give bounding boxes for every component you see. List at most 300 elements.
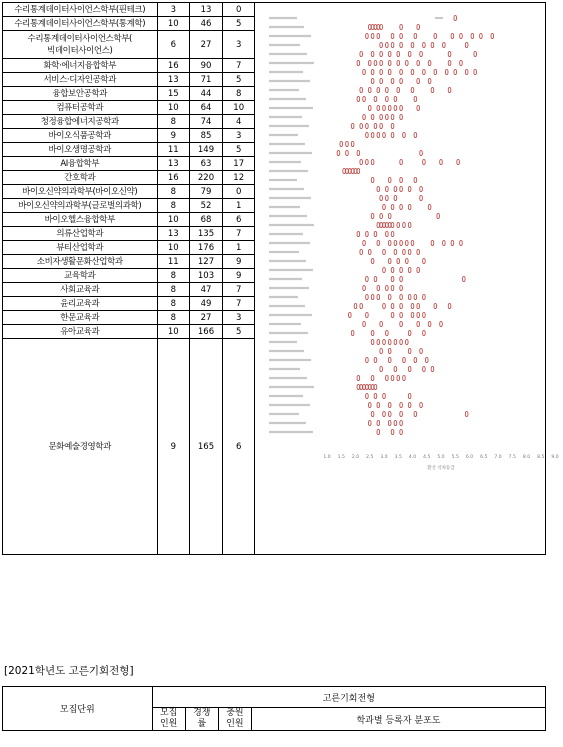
x-tick-label: 2.5 — [366, 455, 374, 460]
dept-cell: AI융합학부 — [3, 157, 158, 171]
quota-cell: 13 — [157, 157, 190, 171]
data-point — [397, 258, 400, 263]
enrolled-cell: 7 — [222, 297, 255, 311]
registrant-distribution-chart — [255, 3, 563, 511]
rate-cell: 90 — [190, 59, 223, 73]
data-point — [420, 186, 423, 191]
data-point — [343, 168, 346, 173]
x-tick-label: 2.0 — [352, 455, 360, 460]
data-point — [389, 222, 392, 227]
data-point — [409, 393, 412, 398]
data-point — [366, 231, 369, 236]
data-point — [389, 105, 392, 110]
data-point — [403, 249, 406, 254]
dept-cell: 청정융합에너지공학과 — [3, 115, 158, 129]
quota-cell: 6 — [157, 31, 190, 59]
data-point — [360, 159, 363, 164]
rate-cell: 103 — [190, 269, 223, 283]
data-point — [389, 240, 392, 245]
quota-cell: 10 — [157, 213, 190, 227]
dept-cell: 유아교육과 — [3, 325, 158, 339]
data-point — [392, 222, 395, 227]
data-point — [346, 150, 349, 155]
data-point — [372, 339, 375, 344]
data-point — [466, 411, 469, 416]
data-point — [409, 366, 412, 371]
rate-cell: 49 — [190, 297, 223, 311]
dept-cell: 소비자생활문화산업학과 — [3, 255, 158, 269]
data-point — [366, 393, 369, 398]
x-tick-label: 4.0 — [409, 455, 417, 460]
dept-cell: 바이오식품공학과 — [3, 129, 158, 143]
data-point — [380, 42, 383, 47]
data-point — [369, 60, 372, 65]
data-point — [358, 150, 361, 155]
data-point — [440, 159, 443, 164]
data-point — [452, 240, 455, 245]
data-point — [392, 429, 395, 434]
data-point — [377, 222, 380, 227]
data-point — [380, 321, 383, 326]
quota-cell: 10 — [157, 241, 190, 255]
data-point — [375, 96, 378, 101]
rate-cell: 127 — [190, 255, 223, 269]
enrolled-cell: 5 — [222, 325, 255, 339]
data-point — [395, 366, 398, 371]
data-point — [406, 240, 409, 245]
data-point — [443, 42, 446, 47]
data-point — [349, 168, 352, 173]
data-point — [386, 96, 389, 101]
rate-cell: 85 — [190, 129, 223, 143]
dept-cell: 수리통계데이터사이언스학부(핀테크) — [3, 3, 158, 17]
rate-cell: 149 — [190, 143, 223, 157]
data-point — [377, 24, 380, 29]
data-point — [363, 69, 366, 74]
data-point — [372, 159, 375, 164]
data-point — [417, 78, 420, 83]
rate-cell: 74 — [190, 115, 223, 129]
rate-cell: 46 — [190, 17, 223, 31]
quota-cell: 16 — [157, 59, 190, 73]
quota-cell: 8 — [157, 199, 190, 213]
data-point — [372, 294, 375, 299]
data-point — [392, 231, 395, 236]
data-point — [417, 24, 420, 29]
data-point — [423, 42, 426, 47]
data-point — [375, 384, 378, 389]
data-point — [406, 339, 409, 344]
data-point — [474, 51, 477, 56]
quota-cell: 9 — [157, 129, 190, 143]
data-point — [389, 294, 392, 299]
data-point — [389, 213, 392, 218]
data-point — [377, 240, 380, 245]
header-enrolled: 충원 인원 — [218, 708, 251, 731]
data-point — [400, 42, 403, 47]
quota-cell: 3 — [157, 3, 190, 17]
data-point — [386, 231, 389, 236]
data-point — [429, 321, 432, 326]
table-row — [3, 3, 546, 17]
data-point — [380, 114, 383, 119]
data-point — [400, 204, 403, 209]
data-point — [377, 87, 380, 92]
data-point — [386, 114, 389, 119]
data-point — [360, 249, 363, 254]
data-point — [386, 330, 389, 335]
data-point — [377, 429, 380, 434]
data-point — [395, 96, 398, 101]
data-point — [400, 321, 403, 326]
data-point — [415, 33, 418, 38]
data-point — [417, 249, 420, 254]
data-point — [375, 231, 378, 236]
data-point — [372, 78, 375, 83]
data-point — [392, 312, 395, 317]
data-point — [400, 114, 403, 119]
data-point — [360, 123, 363, 128]
header-rate: 경쟁 률 — [185, 708, 218, 731]
data-point — [406, 258, 409, 263]
data-point — [434, 303, 437, 308]
enrolled-cell: 4 — [222, 115, 255, 129]
data-point — [400, 429, 403, 434]
data-point — [472, 33, 475, 38]
data-point — [400, 303, 403, 308]
data-point — [340, 141, 343, 146]
data-point — [449, 87, 452, 92]
data-point — [420, 150, 423, 155]
data-point — [392, 204, 395, 209]
data-point — [400, 294, 403, 299]
data-point — [383, 303, 386, 308]
data-point — [377, 420, 380, 425]
data-point — [366, 294, 369, 299]
data-point — [372, 330, 375, 335]
data-point — [383, 249, 386, 254]
quota-cell: 11 — [157, 143, 190, 157]
x-tick-label: 7.5 — [509, 455, 517, 460]
data-point — [392, 267, 395, 272]
data-point — [417, 60, 420, 65]
data-point — [403, 357, 406, 362]
data-point — [375, 24, 378, 29]
data-point — [366, 312, 369, 317]
data-point — [395, 105, 398, 110]
data-point — [366, 276, 369, 281]
rate-cell: 13 — [190, 3, 223, 17]
quota-cell: 9 — [157, 339, 190, 555]
data-point — [415, 357, 418, 362]
data-point — [400, 69, 403, 74]
x-tick-label: 1.5 — [338, 455, 346, 460]
dept-cell: 문화예술경영학과 — [3, 339, 158, 555]
data-point — [434, 33, 437, 38]
dept-cell: 수리통계데이터사이언스학부( 빅데이터사이언스) — [3, 31, 158, 59]
quota-cell: 8 — [157, 115, 190, 129]
header-chart: 학과별 등록자 분포도 — [251, 708, 545, 731]
data-point — [366, 159, 369, 164]
data-point — [452, 33, 455, 38]
data-point — [466, 69, 469, 74]
data-point — [383, 411, 386, 416]
data-point — [372, 69, 375, 74]
data-point — [420, 51, 423, 56]
data-point — [397, 222, 400, 227]
data-point — [363, 285, 366, 290]
data-point — [443, 240, 446, 245]
data-point — [423, 366, 426, 371]
data-point — [386, 375, 389, 380]
data-point — [389, 348, 392, 353]
data-point — [409, 294, 412, 299]
dept-cell: 의류산업학과 — [3, 227, 158, 241]
enrolled-cell: 1 — [222, 199, 255, 213]
data-point — [383, 105, 386, 110]
rate-cell: 176 — [190, 241, 223, 255]
data-point — [403, 222, 406, 227]
rate-cell: 64 — [190, 101, 223, 115]
enrolled-cell: 5 — [222, 17, 255, 31]
data-point — [383, 222, 386, 227]
data-point — [377, 402, 380, 407]
data-point — [415, 132, 418, 137]
data-point — [389, 339, 392, 344]
data-point — [377, 285, 380, 290]
data-point — [392, 78, 395, 83]
data-point — [372, 24, 375, 29]
data-point — [440, 321, 443, 326]
data-point — [417, 312, 420, 317]
data-point — [454, 69, 457, 74]
data-point — [366, 132, 369, 137]
quota-cell: 15 — [157, 87, 190, 101]
data-point — [420, 195, 423, 200]
x-tick-label: 3.0 — [380, 455, 389, 460]
data-point — [369, 402, 372, 407]
data-point — [415, 177, 418, 182]
rate-cell: 52 — [190, 199, 223, 213]
data-point — [395, 195, 398, 200]
quota-cell: 10 — [157, 17, 190, 31]
data-point — [369, 105, 372, 110]
data-point — [429, 204, 432, 209]
data-point — [400, 177, 403, 182]
data-point — [383, 204, 386, 209]
data-point — [369, 420, 372, 425]
enrolled-cell: 7 — [222, 227, 255, 241]
data-point — [372, 213, 375, 218]
quota-cell: 8 — [157, 185, 190, 199]
rate-cell: 44 — [190, 87, 223, 101]
data-point — [346, 141, 349, 146]
data-point — [400, 105, 403, 110]
data-point — [383, 339, 386, 344]
data-point — [392, 132, 395, 137]
dept-cell: 바이오신약의과학부(바이오신약) — [3, 185, 158, 199]
data-point — [406, 60, 409, 65]
quota-cell: 8 — [157, 297, 190, 311]
data-point — [395, 249, 398, 254]
data-point — [434, 69, 437, 74]
data-point — [372, 411, 375, 416]
rate-cell: 68 — [190, 213, 223, 227]
data-point — [389, 60, 392, 65]
data-point — [372, 114, 375, 119]
enrolled-cell: 17 — [222, 157, 255, 171]
rate-cell: 79 — [190, 185, 223, 199]
data-point — [400, 240, 403, 245]
data-point — [380, 348, 383, 353]
data-point — [366, 357, 369, 362]
data-point — [397, 87, 400, 92]
data-point — [463, 276, 466, 281]
data-point — [400, 285, 403, 290]
data-point — [397, 51, 400, 56]
data-point — [400, 78, 403, 83]
data-point — [412, 69, 415, 74]
data-point — [386, 222, 389, 227]
data-point — [423, 294, 426, 299]
dept-cell: 수리통계데이터사이언스학부(통계학) — [3, 17, 158, 31]
data-point — [360, 87, 363, 92]
data-point — [409, 186, 412, 191]
data-point — [380, 51, 383, 56]
data-point — [400, 411, 403, 416]
data-point — [454, 15, 457, 20]
data-point — [386, 87, 389, 92]
data-point — [403, 375, 406, 380]
enrolled-cell: 0 — [222, 185, 255, 199]
enrolled-cell: 3 — [222, 129, 255, 143]
data-point — [449, 51, 452, 56]
dept-cell: 윤리교육과 — [3, 297, 158, 311]
data-point — [375, 357, 378, 362]
data-point — [380, 60, 383, 65]
quota-cell: 16 — [157, 171, 190, 185]
data-point — [363, 321, 366, 326]
data-point — [457, 159, 460, 164]
data-point — [400, 276, 403, 281]
data-point — [395, 420, 398, 425]
enrolled-cell: 6 — [222, 339, 255, 555]
quota-cell: 10 — [157, 101, 190, 115]
x-tick-label: 5.5 — [452, 455, 460, 460]
data-point — [417, 321, 420, 326]
data-point — [397, 375, 400, 380]
data-point — [366, 123, 369, 128]
distribution-chart-cell — [255, 3, 560, 555]
data-point — [389, 69, 392, 74]
dept-cell: 교육학과 — [3, 269, 158, 283]
data-point — [377, 339, 380, 344]
data-point — [386, 42, 389, 47]
rate-cell: 220 — [190, 171, 223, 185]
data-point — [380, 123, 383, 128]
data-point — [423, 258, 426, 263]
data-point — [346, 168, 349, 173]
data-point — [446, 69, 449, 74]
x-tick-label: 8.5 — [537, 455, 545, 460]
data-point — [372, 33, 375, 38]
data-point — [372, 132, 375, 137]
data-point — [400, 402, 403, 407]
data-point — [369, 24, 372, 29]
section-title: [2021학년도 고른기회전형] — [4, 665, 134, 677]
data-point — [409, 204, 412, 209]
data-point — [403, 132, 406, 137]
data-point — [423, 312, 426, 317]
data-point — [412, 312, 415, 317]
data-point — [386, 285, 389, 290]
next-table-header — [2, 686, 546, 731]
data-point — [358, 384, 361, 389]
dept-cell: 바이오헬스융합학부 — [3, 213, 158, 227]
quota-cell: 13 — [157, 227, 190, 241]
data-point — [372, 375, 375, 380]
data-point — [372, 384, 375, 389]
data-point — [383, 393, 386, 398]
data-point — [392, 285, 395, 290]
data-point — [409, 348, 412, 353]
x-tick-label: 3.5 — [395, 455, 403, 460]
data-point — [420, 402, 423, 407]
data-point — [349, 312, 352, 317]
data-point — [395, 339, 398, 344]
data-point — [466, 42, 469, 47]
x-tick-label: 5.0 — [437, 455, 446, 460]
data-point — [380, 222, 383, 227]
data-point — [400, 267, 403, 272]
data-point — [360, 384, 363, 389]
data-point — [377, 33, 380, 38]
rate-cell: 71 — [190, 73, 223, 87]
data-point — [366, 33, 369, 38]
data-point — [400, 24, 403, 29]
data-point — [392, 33, 395, 38]
quota-cell: 8 — [157, 283, 190, 297]
dept-cell: 융합보안공학과 — [3, 87, 158, 101]
data-point — [417, 303, 420, 308]
enrolled-cell: 1 — [222, 241, 255, 255]
data-point — [377, 186, 380, 191]
data-point — [389, 51, 392, 56]
data-point — [417, 267, 420, 272]
enrolled-cell: 0 — [222, 3, 255, 17]
data-point — [412, 87, 415, 92]
data-point — [412, 240, 415, 245]
data-point — [358, 231, 361, 236]
data-point — [460, 60, 463, 65]
data-point — [352, 123, 355, 128]
data-point — [369, 249, 372, 254]
data-point — [423, 159, 426, 164]
data-point — [432, 87, 435, 92]
enrolled-cell: 3 — [222, 31, 255, 59]
data-point — [372, 258, 375, 263]
data-point — [355, 303, 358, 308]
data-point — [429, 60, 432, 65]
data-point — [474, 69, 477, 74]
x-tick-label: 6.0 — [466, 455, 474, 460]
data-point — [491, 33, 494, 38]
enrolled-cell: 7 — [222, 283, 255, 297]
data-point — [392, 303, 395, 308]
data-point — [389, 177, 392, 182]
data-point — [358, 60, 361, 65]
data-point — [400, 33, 403, 38]
